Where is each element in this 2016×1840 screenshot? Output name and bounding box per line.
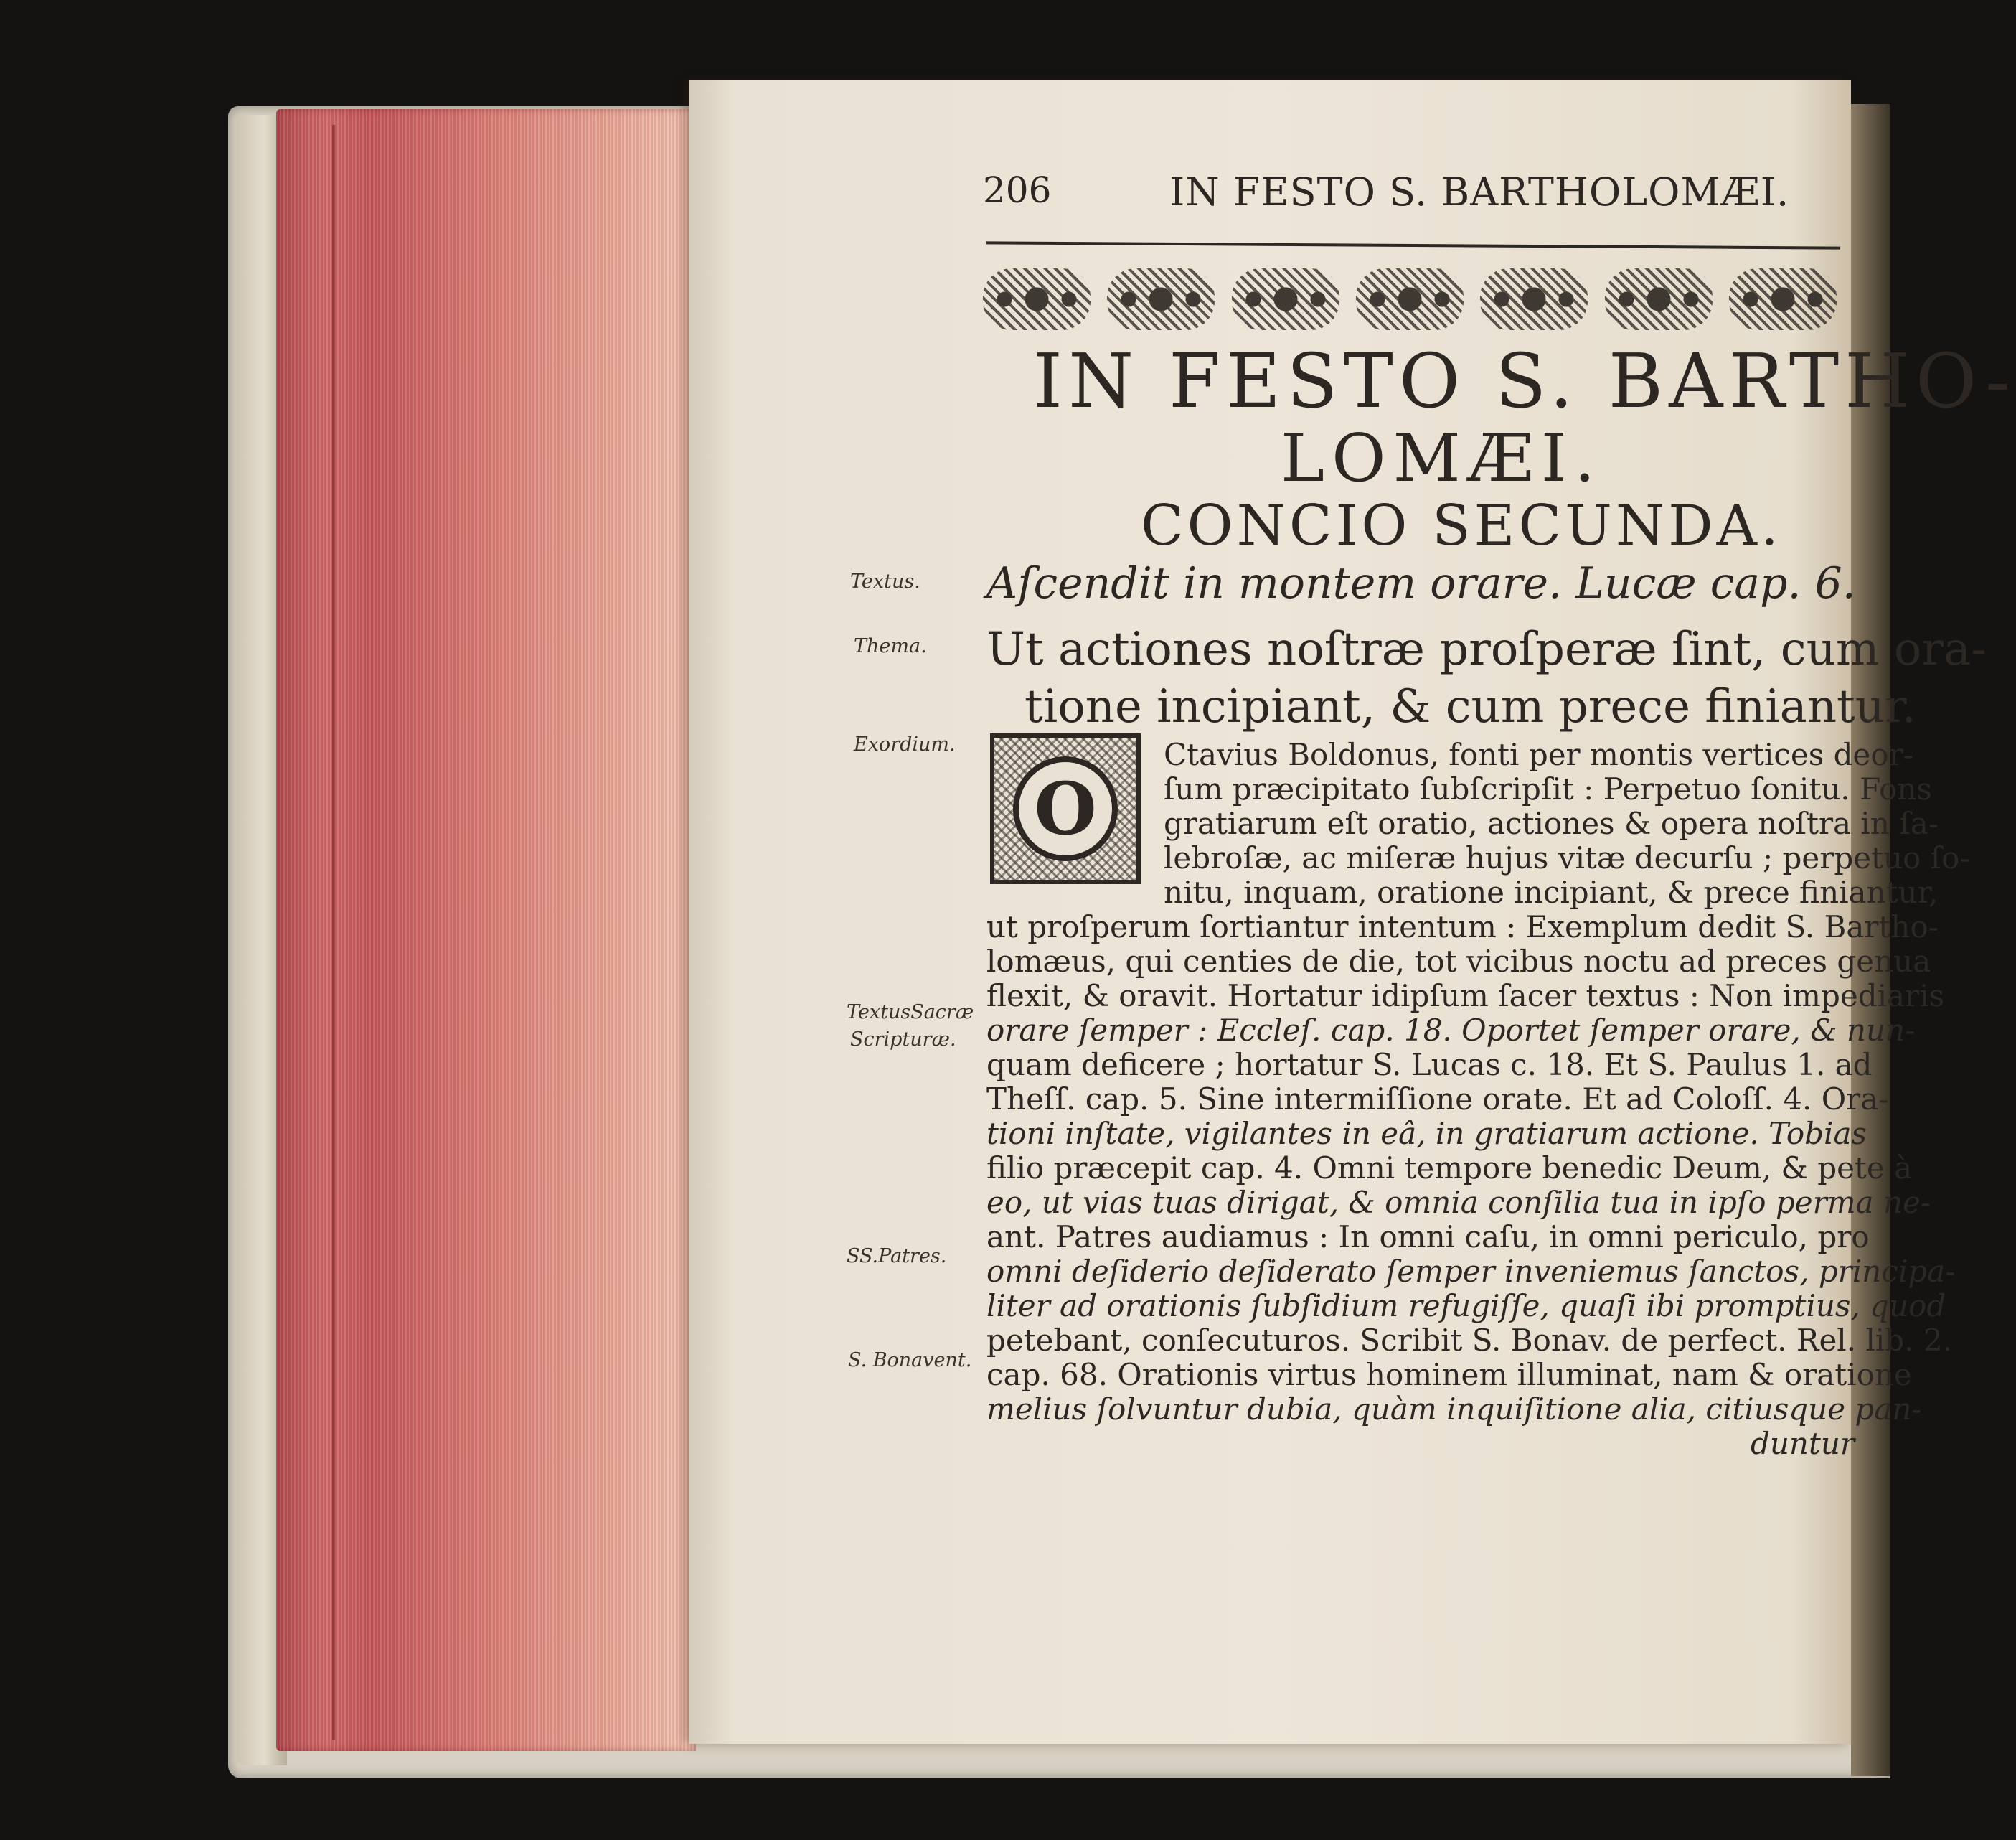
body-line: tioni inſtate, vigilantes in eâ, in gratiarum actione. Tobias xyxy=(986,1116,1867,1151)
subtitle: CONCIO SECUNDA. xyxy=(1141,494,1782,558)
margin-note-exordium: Exordium. xyxy=(854,733,956,756)
ornament-icon xyxy=(1729,268,1837,330)
title-line-2: LOMÆI. xyxy=(1281,420,1603,497)
body-line: petebant, conſecuturos. Scribit S. Bonav. de perfect. Rel. lib. 2. xyxy=(986,1323,1952,1358)
body-line: omni deſiderio deſiderato ſemper inveniemus ſanctos, principa- xyxy=(986,1254,1956,1289)
body-line: eo, ut vias tuas dirigat, & omnia conſilia tua in ipſo perma ne- xyxy=(986,1185,1931,1220)
body-line: ut proſperum ſortiantur intentum : Exemplum dedit S. Bartho- xyxy=(986,909,1939,944)
ornament-band xyxy=(983,260,1837,339)
catchword: duntur xyxy=(1751,1426,1855,1461)
body-line: lebroſæ, ac miſeræ hujus vitæ decurſu ; perpetuo ſo- xyxy=(1164,840,1970,876)
margin-note-textus-sacrae: TextusSacræ xyxy=(847,1001,974,1023)
running-title: IN FESTO S. BARTHOLOMÆI. xyxy=(1169,169,1790,215)
running-head xyxy=(983,169,1829,220)
margin-note-s-bonavent: S. Bonavent. xyxy=(848,1349,972,1371)
body-line: gratiarum eſt oratio, actiones & opera noſtra in ſa- xyxy=(1164,806,1939,841)
body-line: Theſſ. cap. 5. Sine intermiſſione orate. Et ad Coloſſ. 4. Ora- xyxy=(986,1081,1889,1117)
decorated-initial xyxy=(990,733,1141,884)
body-line: nitu, inquam, oratione incipiant, & prece finiantur, xyxy=(1164,875,1939,910)
textus-line: Aſcendit in montem orare. Lucæ cap. 6. xyxy=(986,558,1856,609)
ornament-icon xyxy=(1232,268,1339,330)
ornament-icon xyxy=(1356,268,1464,330)
margin-note-thema: Thema. xyxy=(854,635,927,657)
body-line: lomæus, qui centies de die, tot vicibus noctu ad preces genua xyxy=(986,944,1931,979)
red-page-edges xyxy=(276,109,696,1751)
body-line: melius ſolvuntur dubia, quàm inquiſitione alia, citiusque pan- xyxy=(986,1391,1922,1427)
body-line: cap. 68. Orationis virtus hominem illuminat, nam & oratione xyxy=(986,1357,1912,1392)
body-line: ſum præcipitato ſubſcripſit : Perpetuo ſonitu. Fons xyxy=(1164,771,1932,807)
thema-line-1: Ut actiones noſtræ proſperæ ſint, cum ora- xyxy=(986,623,1987,676)
body-line: filio præcepit cap. 4. Omni tempore benedic Deum, & pete à xyxy=(986,1150,1913,1186)
body-line: flexit, & oravit. Hortatur idipſum ſacer textus : Non impediaris xyxy=(986,978,1945,1013)
thema-line-2: tione incipiant, & cum prece finiantur. xyxy=(1025,680,1916,733)
body-line: Ctavius Boldonus, fonti per montis vertices deor- xyxy=(1164,737,1913,772)
title-line-1: IN FESTO S. BARTHO- xyxy=(1033,337,2016,425)
body-line: ant. Patres audiamus : In omni caſu, in omni periculo, pro xyxy=(986,1219,1870,1254)
page-number: 206 xyxy=(983,169,1052,211)
ornament-icon xyxy=(1107,268,1215,330)
ornament-icon xyxy=(1480,268,1588,330)
body-line: orare ſemper : Eccleſ. cap. 18. Oportet ſemper orare, & nun- xyxy=(986,1013,1916,1048)
ornament-icon xyxy=(1605,268,1713,330)
margin-note-ss-patres: SS.Patres. xyxy=(847,1245,947,1267)
ornament-icon xyxy=(983,268,1091,330)
margin-note-scripturae: Scripturæ. xyxy=(850,1028,956,1051)
initial-letter: O xyxy=(1013,756,1118,861)
body-line: liter ad orationis ſubſidium refugiſſe, quaſi ibi promptius, quod xyxy=(986,1288,1946,1323)
margin-note-textus: Textus. xyxy=(850,571,920,593)
body-line: quam deficere ; hortatur S. Lucas c. 18. Et S. Paulus 1. ad xyxy=(986,1047,1873,1082)
